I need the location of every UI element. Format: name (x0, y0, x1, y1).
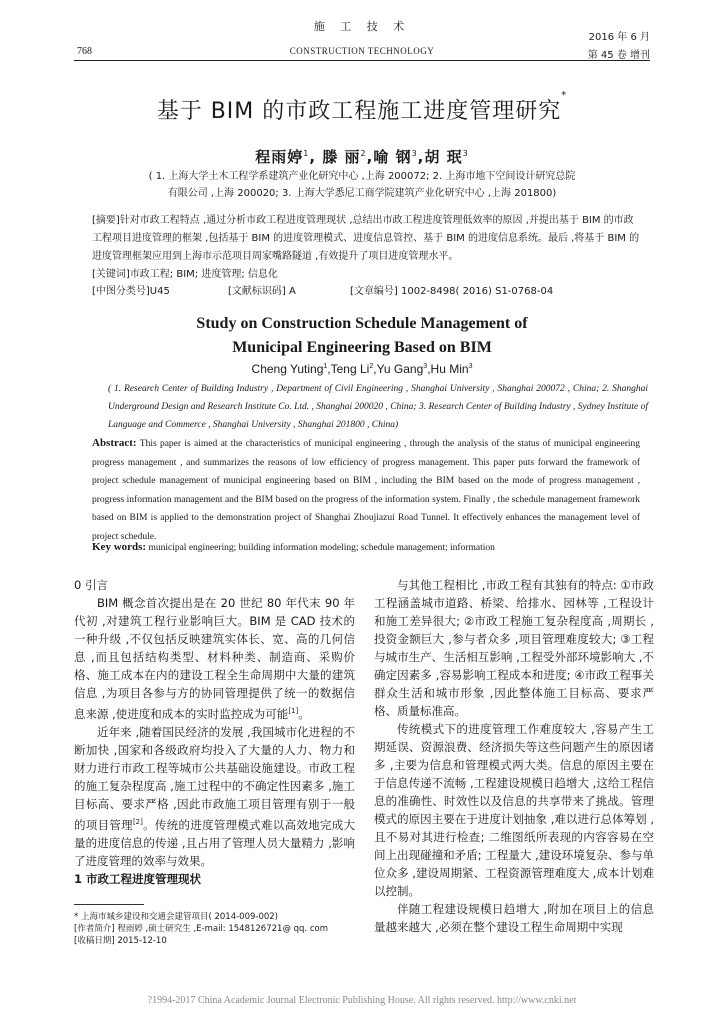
title-text: 基于 BIM 的市政工程施工进度管理研究 (156, 99, 562, 124)
paper-title-en (0, 312, 724, 360)
author-affil-mark: 3 (462, 149, 469, 158)
paragraph-text: BIM 概念首次提出是在 20 世纪 80 年代末 90 年代初 ,对建筑工程行业影响巨大。BIM 是 CAD 技术的一种升级 ,不仅包括反映建筑实体长、宽、高的几何信息 ,而且包括结构类型、材料种类、制造商、采购价格、施工成本在内的建设工程全生命周期中大量的建筑信息 ,为项目各参与方的协同管理提供了统一的数据信息来源 ,使进度和成本的实时监控成为可能 (74, 596, 355, 721)
body-paragraph (74, 594, 355, 723)
title-en-line: Municipal Engineering Based on BIM (232, 339, 492, 356)
body-column-left (74, 576, 355, 888)
paragraph-text: 近年来 ,随着国民经济的发展 ,我国城市化进程的不断加快 ,国家和各级政府均投入了大量的人力、物力和财力进行市政工程等城市公共基础设施建设。市政工程的施工复杂程度高 ,施工过程中的不确定性因素多 ,施工目标高、要求严格 ,因此市政施工项目管理有别于一般的项目管理 (74, 724, 355, 832)
abstract-en-label: Abstract: (92, 437, 137, 449)
author-list-zh: 程雨婷$^1$, 滕 丽$^2$,喻 钢$^3$,胡 珉$^3$ (255, 148, 469, 166)
affiliation-zh-line: 有限公司 ,上海 200020; 3. 上海大学悉尼工商学院建筑产业化研究中心 ,上海 201800) (167, 188, 557, 199)
author-affil-mark: 2 (360, 149, 367, 158)
abstract-zh-text: 针对市政工程特点 ,通过分析市政工程进度管理现状 ,总结出市政工程进度管理低效率的原因 ,并提出基于 BIM 的市政工程项目进度管理的框架 ,包括基于 BIM 的进度管理模式、进度信息管控、基于 BIM 的进度信息系统。最后 ,将基于 BIM 的进度管理框架应用到上海市示范项目周家嘴路隧道 ,有效提升了项目进度管理水平。 (92, 215, 640, 262)
author-name: Teng Li (330, 362, 370, 376)
author-name: 程雨婷 (255, 148, 304, 166)
author-affil-mark: 2 (369, 363, 374, 370)
author-list-en: Cheng Yuting$^1$,Teng Li$^2$,Yu Gang$^3$,Hu Min$^3$ (251, 362, 473, 376)
body-paragraph (74, 723, 355, 870)
abstract-en (92, 434, 640, 546)
copyright-notice: ?1994-2017 China Academic Journal Electronic Publishing House. All rights reserved. http://www.cnki.net (147, 995, 577, 1006)
citation-ref[interactable]: [2] (132, 817, 143, 826)
footnotes (74, 911, 355, 947)
issue-volume: 第 45 卷 增刊 (587, 50, 650, 61)
author-name: Yu Gang (376, 362, 424, 376)
section-heading: 0 引言 (74, 578, 108, 592)
body-paragraph: 伴随工程建设规模日趋增大 ,附加在项目上的信息量越来越大 ,必须在整个建设工程生命周期中实现 (374, 902, 654, 934)
journal-name: 施 工 技 术 (313, 20, 411, 33)
abstract-zh-label: [摘要] (92, 215, 120, 226)
author-affil-mark: 1 (303, 149, 310, 158)
header-divider (74, 60, 650, 61)
keywords-zh-text: 市政工程; BIM; 进度管理; 信息化 (129, 269, 278, 280)
keywords-en (92, 541, 640, 553)
abstract-zh (92, 212, 640, 266)
footnote-fund: * 上海市城乡建设和交通会建管项目( 2014-009-002) (74, 912, 279, 922)
author-affil-mark: 3 (468, 363, 473, 370)
title-en-line: Study on Construction Schedule Management of (196, 315, 528, 332)
keywords-en-text: municipal engineering; building information modeling; schedule management; information (146, 543, 495, 553)
author-affil-mark: 3 (411, 149, 418, 158)
keywords-en-label: Key words: (92, 541, 147, 553)
issue-date: 2016 年 6 月 (588, 32, 650, 43)
citation-ref[interactable]: [1] (288, 707, 299, 715)
clc-number: [中图分类号]U45 (92, 286, 170, 297)
author-name: 滕 丽 (322, 148, 361, 166)
affiliation-en: ( 1. Research Center of Building Industry , Department of Civil Engineering , Shanghai University , Shanghai 200072 , China; 2. Shanghai Underground Design and Research Institute Co. Ltd. , Shanghai 200020 , China; 3. Research Center of Building Industry , Sydney Institute of Language and Commerce , Shanghai University , Shanghai 201800 , China) (108, 384, 648, 430)
author-name: 喻 钢 (373, 148, 412, 166)
body-paragraph: 传统模式下的进度管理工作难度较大 ,容易产生工期延误、资源浪费、经济损失等这些问题产生的原因诸多 ,主要为信息和管理模式两大类。信息的原因主要在于信息传递不流畅 ,工程建设规模日趋增大 ,这给工程信息的准确性、时效性以及信息的共享带来了挑战。管理模式的原因主要在于进度计划抽象 ,难以进行总体筹划 ,且不易对其进行检查; 二维图纸所表现的内容容易在空间上出现碰撞和矛盾; 工程量大 ,建设环境复杂、参与单位众多 ,建设周期紧、工程资源管理难度大 ,成本计划难以控制。 (374, 722, 654, 898)
author-name: 胡 珉 (424, 148, 463, 166)
journal-name-en: CONSTRUCTION TECHNOLOGY (289, 46, 435, 56)
body-column-right (374, 576, 654, 936)
author-name: Hu Min (430, 362, 469, 376)
author-name: Cheng Yuting (251, 362, 324, 376)
body-paragraph: 与其他工程相比 ,市政工程有其独有的特点: ①市政工程涵盖城市道路、桥梁、给排水、园林等 ,工程设计和施工差异很大; ②市政工程施工复杂程度高 ,周期长 ,投资金额巨大 ,参与者众多 ,项目管理难度较大; ③工程与城市生产、生活相互影响 ,工程受外部环境影响大 ,不确定因素多 ,容易影响工程成本和进度; ④市政工程事关群众生活和城市形象 ,因此整体施工目标高、要求严格、质量标准高。 (374, 578, 654, 718)
abstract-en-text: This paper is aimed at the characteristics of municipal engineering , through the analysis of the status of municipal engineering progress management , and summarizes the reasons of low efficiency of progress management. This paper puts forward the framework of project schedule management of municipal engineering based on BIM , including the BIM based on the mode of progress management , progress information management and the BIM based on the progress of the information system. Finally , the schedule management framework based on BIM is applied to the demonstration project of Shanghai Zhoujiazui Road Tunnel. It effectively enhances the management level of project schedule. (92, 439, 640, 542)
footnote-divider (74, 904, 144, 905)
document-code: [文献标识码] A (228, 286, 296, 297)
affiliation-zh-line: ( 1. 上海大学土木工程学系建筑产业化研究中心 ,上海 200072; 2. 上海市地下空间设计研究总院 (148, 171, 576, 182)
author-affil-mark: 1 (323, 363, 328, 370)
footnote-author: [作者简介] 程雨婷 ,硕士研究生 ,E-mail: 1548126721@ qq. com (74, 924, 328, 934)
page-number: 768 (77, 46, 92, 57)
section-heading: 1 市政工程进度管理现状 (74, 871, 202, 886)
paragraph-text: 。 (298, 706, 310, 721)
author-affil-mark: 3 (423, 363, 428, 370)
title-footnote-mark: * (561, 90, 568, 101)
keywords-zh-label: [关键词] (92, 269, 130, 280)
footnote-received: [收稿日期] 2015-12-10 (74, 936, 167, 946)
article-number: [文章编号] 1002-8498( 2016) S1-0768-04 (350, 286, 554, 297)
paper-title-zh (0, 90, 724, 125)
paragraph-text: 。传统的进度管理模式难以高效地完成大量的进度信息的传递 ,且占用了管理人员大量精力 ,影响了进度管理的效率与效果。 (74, 817, 356, 868)
